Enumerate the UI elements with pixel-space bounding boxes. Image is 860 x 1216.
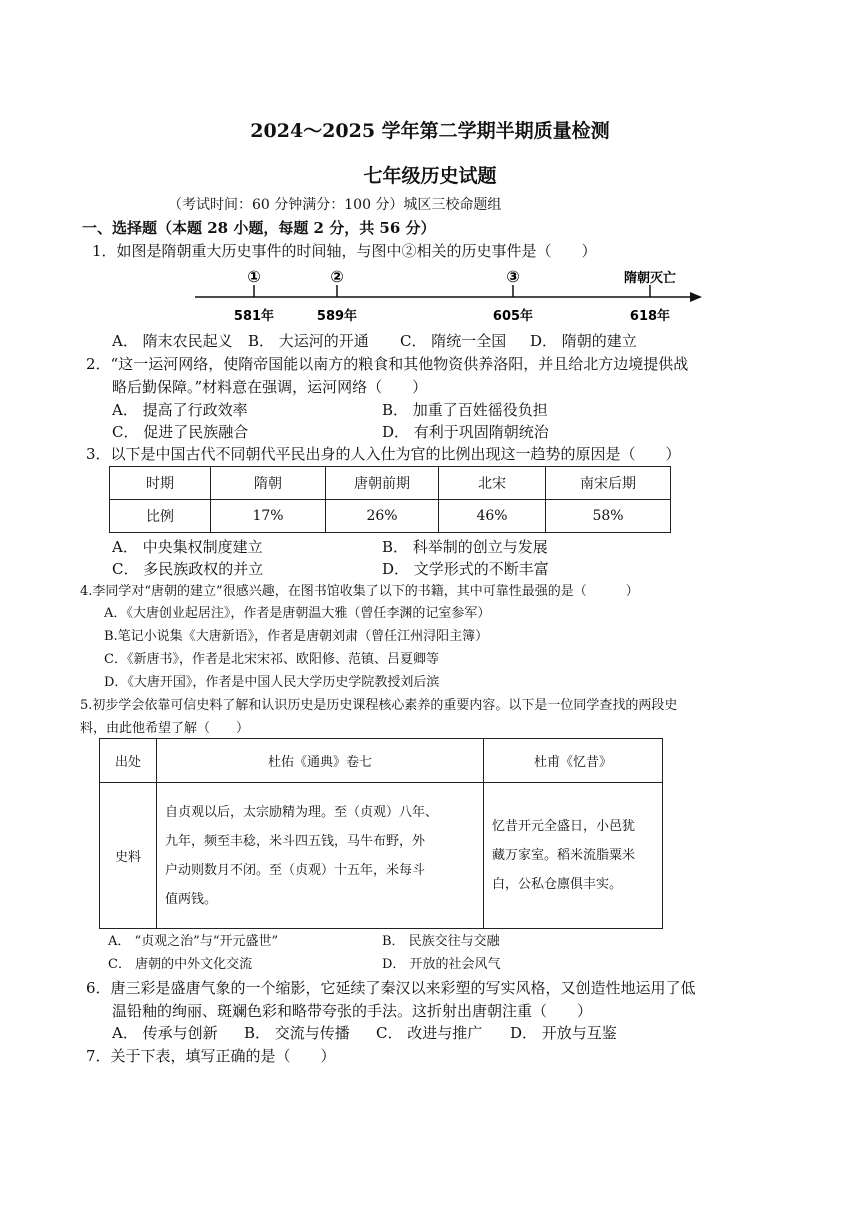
q2-option-b[interactable]: B． 加重了百姓徭役负担 xyxy=(382,401,548,419)
q5-stem-line1: 5.初步学会依靠可信史料了解和认识历史是历史课程核心素养的重要内容。以下是一位同学查找的两段史 xyxy=(80,698,678,713)
timeline-year-581: 581年 xyxy=(233,309,275,324)
q6-stem-line2: 温铅釉的绚丽、斑斓色彩和略带夸张的手法。这折射出唐朝注重（ ） xyxy=(112,1002,593,1020)
q3-stem: 3．以下是中国古代不同朝代平民出身的人入仕为官的比例出现这一趋势的原因是（ ） xyxy=(86,445,681,463)
q6-option-a[interactable]: A． 传承与创新 xyxy=(112,1024,218,1042)
q5-yixi-line-1: 忆昔开元全盛日，小邑犹 xyxy=(492,819,636,834)
q2-option-a[interactable]: A． 提高了行政效率 xyxy=(112,401,248,419)
q3-header-late-southern-song: 南宋后期 xyxy=(546,467,671,500)
q2-stem-line2: 略后勤保障。”材料意在强调，运河网络（ ） xyxy=(112,378,428,396)
q2-option-d[interactable]: D． 有利于巩固隋朝统治 xyxy=(382,423,549,441)
q1-option-b[interactable]: B． 大运河的开通 xyxy=(248,332,369,350)
q6-option-c[interactable]: C． 改进与推广 xyxy=(376,1024,483,1042)
q4-option-d[interactable]: D．《大唐开国》，作者是中国人民大学历史学院教授刘后滨 xyxy=(104,675,440,690)
q1-timeline xyxy=(190,265,710,330)
q3-table xyxy=(109,466,671,533)
exam-meta: （考试时间：60 分钟满分：100 分）城区三校命题组 xyxy=(168,197,502,213)
timeline-marker-2: ② xyxy=(330,267,344,286)
q6-option-b[interactable]: B． 交流与传播 xyxy=(244,1024,350,1042)
q4-option-a[interactable]: A．《大唐创业起居注》，作者是唐朝温大雅（曾任李渊的记室参军） xyxy=(104,606,491,621)
q5-yixi-line-2: 藏万家室。稻米流脂粟米 xyxy=(492,848,636,863)
q6-option-d[interactable]: D． 开放与互鉴 xyxy=(510,1024,617,1042)
q5-option-d[interactable]: D． 开放的社会风气 xyxy=(382,957,501,972)
q5-yixi-line-3: 白，公私仓廪俱丰实。 xyxy=(492,877,623,892)
q5-tongdian-line-3: 户动则数月不闭。至（贞观）十五年，米每斗 xyxy=(165,862,426,878)
q3-option-b[interactable]: B． 科举制的创立与发展 xyxy=(382,538,548,556)
exam-subtitle: 七年级历史试题 xyxy=(363,165,497,187)
q5-tongdian-line-1: 自贞观以后，太宗励精为理。至（贞观）八年、 xyxy=(165,804,439,820)
q3-header-early-tang: 唐朝前期 xyxy=(326,467,439,500)
q5-tongdian-text xyxy=(157,783,484,929)
q5-header-source: 出处 xyxy=(100,739,157,783)
q5-option-a[interactable]: A． “贞观之治”与“开元盛世” xyxy=(108,934,279,949)
exam-title: 2024～2025 学年第二学期半期质量检测 xyxy=(250,120,610,142)
timeline-marker-3: ③ xyxy=(506,267,520,286)
q1-option-c[interactable]: C． 隋统一全国 xyxy=(400,332,507,350)
q2-stem-line1: 2．“这一运河网络，使隋帝国能以南方的粮食和其他物资供养洛阳，并且给北方边境提供战 xyxy=(86,355,689,373)
q3-option-c[interactable]: C． 多民族政权的并立 xyxy=(112,560,264,578)
q5-tongdian-line-4: 值两钱。 xyxy=(165,891,218,907)
q1-option-a[interactable]: A． 隋末农民起义 xyxy=(112,332,233,350)
timeline-marker-end: 隋朝灭亡 xyxy=(623,271,677,286)
q3-value-early-tang: 26% xyxy=(326,500,439,533)
q7-stem: 7．关于下表，填写正确的是（ ） xyxy=(86,1047,336,1065)
timeline-marker-1: ① xyxy=(247,267,261,286)
timeline-year-605: 605年 xyxy=(492,309,534,324)
q3-value-sui: 17% xyxy=(211,500,326,533)
q3-value-northern-song: 46% xyxy=(439,500,546,533)
q3-header-sui: 隋朝 xyxy=(211,467,326,500)
q2-option-c[interactable]: C． 促进了民族融合 xyxy=(112,423,249,441)
q3-header-northern-song: 北宋 xyxy=(439,467,546,500)
q5-header-yixi: 杜甫《忆昔》 xyxy=(484,739,663,783)
q3-value-late-southern-song: 58% xyxy=(546,500,671,533)
timeline-year-589: 589年 xyxy=(316,309,358,324)
q5-tongdian-line-2: 九年，频至丰稔，米斗四五钱，马牛布野，外 xyxy=(165,833,426,849)
q5-yixi-text xyxy=(484,783,663,929)
q4-stem: 4.李同学对“唐朝的建立”很感兴趣，在图书馆收集了以下的书籍，其中可靠性最强的是（ ） xyxy=(80,584,639,599)
q5-option-c[interactable]: C． 唐朝的中外文化交流 xyxy=(108,957,253,972)
timeline-year-618: 618年 xyxy=(629,309,671,324)
q5-source-table xyxy=(99,738,663,929)
q5-stem-line2: 料，由此他希望了解（ ） xyxy=(80,721,250,736)
q3-option-a[interactable]: A． 中央集权制度建立 xyxy=(112,538,263,556)
q3-header-period: 时期 xyxy=(110,467,211,500)
q6-stem-line1: 6．唐三彩是盛唐气象的一个缩影，它延续了秦汉以来彩塑的写实风格，又创造性地运用了低 xyxy=(86,979,696,997)
q3-row-label: 比例 xyxy=(110,500,211,533)
q1-option-d[interactable]: D． 隋朝的建立 xyxy=(530,332,637,350)
q4-option-c[interactable]: C．《新唐书》，作者是北宋宋祁、欧阳修、范镇、吕夏卿等 xyxy=(104,652,439,667)
q1-stem: 1．如图是隋朝重大历史事件的时间轴，与图中②相关的历史事件是（ ） xyxy=(92,242,597,260)
q5-option-b[interactable]: B． 民族交往与交融 xyxy=(382,934,500,949)
q5-row-label: 史料 xyxy=(100,783,157,929)
q3-option-d[interactable]: D． 文学形式的不断丰富 xyxy=(382,560,549,578)
q5-header-tongdian: 杜佑《通典》卷七 xyxy=(157,739,484,783)
q4-option-b[interactable]: B.笔记小说集《大唐新语》，作者是唐朝刘肃（曾任江州浔阳主簿） xyxy=(104,629,489,644)
section-heading: 一、选择题（本题 28 小题，每题 2 分，共 56 分） xyxy=(82,219,436,237)
